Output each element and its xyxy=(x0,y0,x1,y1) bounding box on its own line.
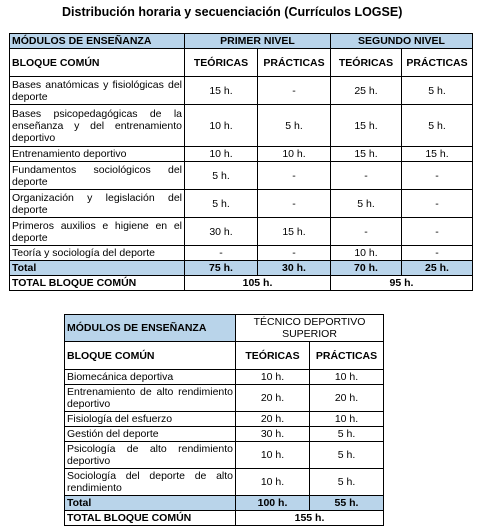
grand-total-value: 155 h. xyxy=(236,511,384,526)
table-row xyxy=(65,442,384,469)
hours-cell: - xyxy=(402,162,473,190)
block-label: BLOQUE COMÚN xyxy=(10,49,185,77)
hours-cell: 10 h. xyxy=(185,105,258,147)
total-cell: 70 h. xyxy=(331,261,402,276)
theory-header-level2: TEÓRICAS xyxy=(331,49,402,77)
module-name: Sociología del deporte de alto rendimiento xyxy=(65,469,236,496)
hours-cell: 10 h. xyxy=(310,370,384,385)
hours-cell: 25 h. xyxy=(331,77,402,105)
hours-cell: 15 h. xyxy=(331,147,402,162)
table-row xyxy=(65,370,384,385)
table-row xyxy=(65,427,384,442)
table-row xyxy=(65,385,384,412)
hours-cell: - xyxy=(402,190,473,218)
hours-cell: 5 h. xyxy=(185,190,258,218)
superior-level-table xyxy=(64,314,384,526)
total-cell: 30 h. xyxy=(258,261,331,276)
second-level-header: SEGUNDO NIVEL xyxy=(331,34,473,49)
hours-cell: 10 h. xyxy=(236,370,310,385)
modules-header: MÓDULOS DE ENSEÑANZA xyxy=(10,34,185,49)
table-row xyxy=(65,469,384,496)
grand-total-level2: 95 h. xyxy=(331,276,473,291)
hours-cell: 10 h. xyxy=(258,147,331,162)
module-name: Entrenamiento de alto rendimiento deportivo xyxy=(65,385,236,412)
module-name: Organización y legislación del deporte xyxy=(10,190,185,218)
hours-cell: 30 h. xyxy=(236,427,310,442)
table-row xyxy=(65,412,384,427)
module-name: Teoría y sociología del deporte xyxy=(10,246,185,261)
hours-cell: 10 h. xyxy=(236,469,310,496)
total-cell: 55 h. xyxy=(310,496,384,511)
table-row xyxy=(10,105,473,147)
total-row xyxy=(10,261,473,276)
module-name: Entrenamiento deportivo xyxy=(10,147,185,162)
hours-cell: - xyxy=(258,162,331,190)
first-level-header: PRIMER NIVEL xyxy=(185,34,331,49)
module-name: Fundamentos sociológicos del deporte xyxy=(10,162,185,190)
module-name: Gestión del deporte xyxy=(65,427,236,442)
hours-cell: 10 h. xyxy=(185,147,258,162)
hours-cell: 30 h. xyxy=(185,218,258,246)
document-title: Distribución horaria y secuenciación (Currículos LOGSE) xyxy=(62,5,403,19)
grand-total-label: TOTAL BLOQUE COMÚN xyxy=(10,276,185,291)
practice-header-level1: PRÁCTICAS xyxy=(258,49,331,77)
hours-cell: 5 h. xyxy=(310,469,384,496)
hours-cell: 5 h. xyxy=(310,427,384,442)
grand-total-label: TOTAL BLOQUE COMÚN xyxy=(65,511,236,526)
total-label: Total xyxy=(65,496,236,511)
hours-cell: 5 h. xyxy=(402,77,473,105)
table-row xyxy=(10,77,473,105)
hours-cell: - xyxy=(402,218,473,246)
total-cell: 25 h. xyxy=(402,261,473,276)
hours-cell: - xyxy=(258,77,331,105)
hours-cell: - xyxy=(258,190,331,218)
hours-cell: 15 h. xyxy=(402,147,473,162)
hours-cell: 5 h. xyxy=(258,105,331,147)
hours-cell: 5 h. xyxy=(310,442,384,469)
hours-cell: 20 h. xyxy=(236,385,310,412)
module-name: Biomecánica deportiva xyxy=(65,370,236,385)
hours-cell: - xyxy=(331,218,402,246)
module-name: Primeros auxilios e higiene en el deporte xyxy=(10,218,185,246)
table-row xyxy=(10,218,473,246)
table-row xyxy=(10,190,473,218)
module-name: Fisiología del esfuerzo xyxy=(65,412,236,427)
module-name: Psicología de alto rendimiento deportivo xyxy=(65,442,236,469)
hours-cell: 10 h. xyxy=(236,442,310,469)
total-row xyxy=(65,496,384,511)
hours-cell: 10 h. xyxy=(310,412,384,427)
total-cell: 100 h. xyxy=(236,496,310,511)
hours-cell: 20 h. xyxy=(236,412,310,427)
table-row xyxy=(10,246,473,261)
hours-cell: 15 h. xyxy=(185,77,258,105)
hours-cell: - xyxy=(331,162,402,190)
grand-total-row xyxy=(65,511,384,526)
module-name: Bases psicopedagógicas de la enseñanza y del entrenamiento deportivo xyxy=(10,105,185,147)
hours-cell: 15 h. xyxy=(258,218,331,246)
hours-cell: 5 h. xyxy=(331,190,402,218)
practice-header: PRÁCTICAS xyxy=(310,342,384,370)
hours-cell: - xyxy=(402,246,473,261)
hours-cell: 10 h. xyxy=(331,246,402,261)
theory-header-level1: TEÓRICAS xyxy=(185,49,258,77)
superior-level-header: TÉCNICO DEPORTIVO SUPERIOR xyxy=(236,315,384,342)
module-name: Bases anatómicas y fisiológicas del deporte xyxy=(10,77,185,105)
modules-header: MÓDULOS DE ENSEÑANZA xyxy=(65,315,236,342)
table-row xyxy=(10,162,473,190)
hours-cell: 5 h. xyxy=(402,105,473,147)
total-label: Total xyxy=(10,261,185,276)
hours-cell: 5 h. xyxy=(185,162,258,190)
hours-cell: 20 h. xyxy=(310,385,384,412)
block-label: BLOQUE COMÚN xyxy=(65,342,236,370)
theory-header: TEÓRICAS xyxy=(236,342,310,370)
grand-total-row xyxy=(10,276,473,291)
hours-cell: - xyxy=(258,246,331,261)
hours-cell: 15 h. xyxy=(331,105,402,147)
grand-total-level1: 105 h. xyxy=(185,276,331,291)
first-second-level-table xyxy=(9,33,473,291)
hours-cell: - xyxy=(185,246,258,261)
table-row xyxy=(10,147,473,162)
practice-header-level2: PRÁCTICAS xyxy=(402,49,473,77)
total-cell: 75 h. xyxy=(185,261,258,276)
